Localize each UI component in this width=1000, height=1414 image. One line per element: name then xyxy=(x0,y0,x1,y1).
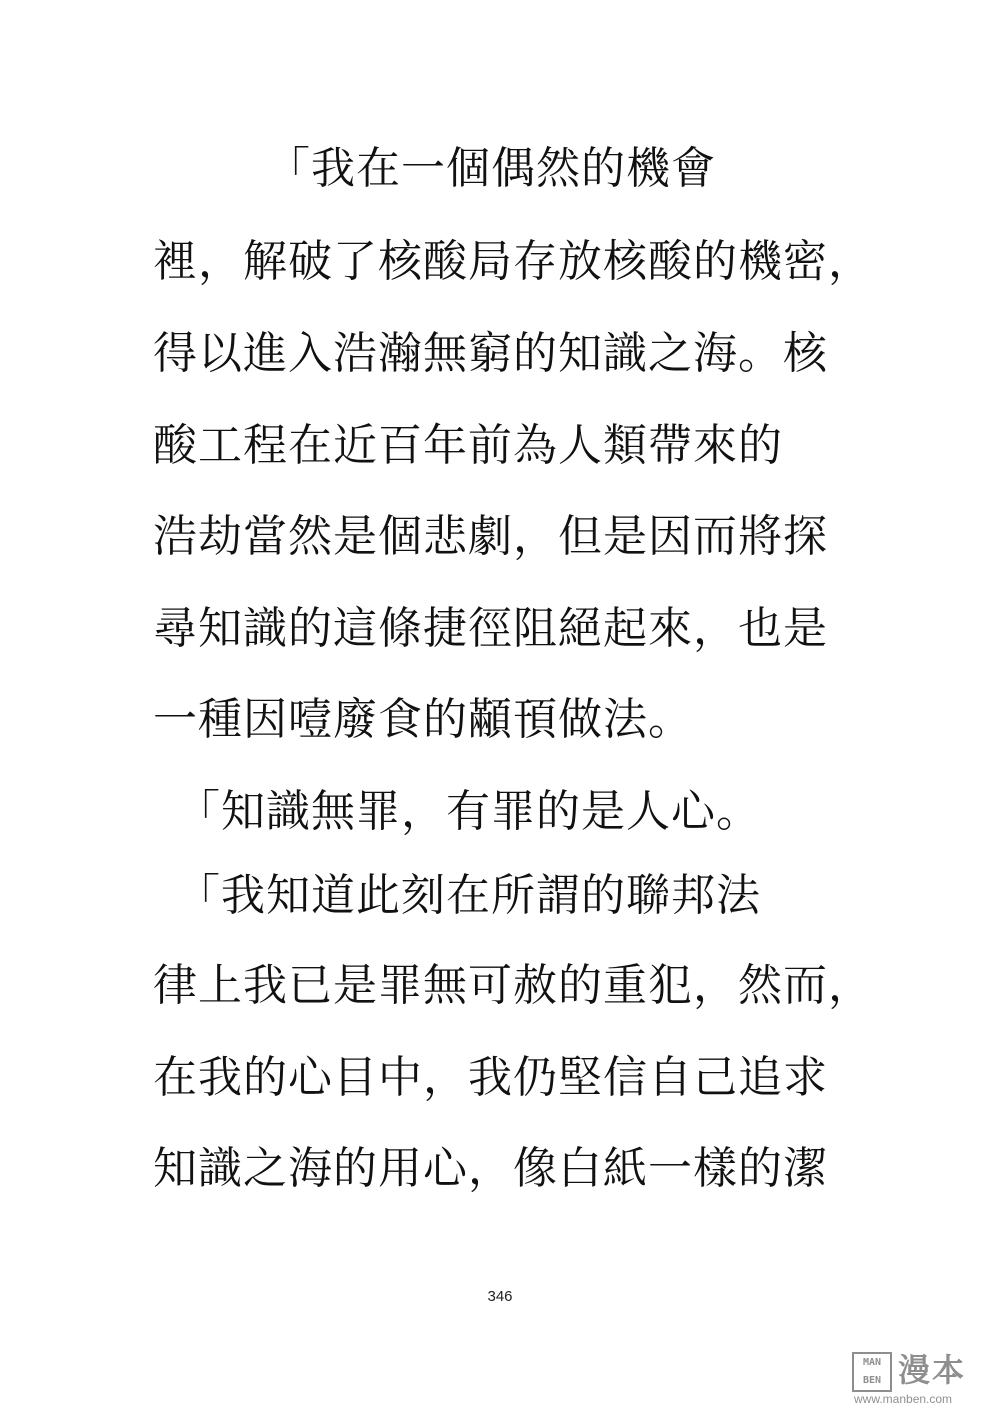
watermark-logo xyxy=(852,1348,992,1408)
text-line: 浩劫當然是個悲劇，但是因而將探 xyxy=(153,511,828,562)
text-line: 律上我已是罪無可赦的重犯，然而， xyxy=(153,960,873,1011)
text-line: 知識之海的用心，像白紙一樣的潔 xyxy=(153,1143,828,1194)
text-line: 裡，解破了核酸局存放核酸的機密， xyxy=(153,236,873,287)
text-line: 「我在一個偶然的機會 xyxy=(153,143,716,194)
watermark-url: www.manben.com xyxy=(854,1392,953,1406)
watermark-box: MAN BEN xyxy=(852,1352,892,1392)
text-line: 一種因噎廢食的顢頇做法。 xyxy=(153,694,693,745)
text-line: 在我的心目中，我仍堅信自己追求 xyxy=(153,1052,828,1103)
page-number: 346 xyxy=(487,1288,513,1305)
text-line: 「知識無罪，有罪的是人心。 xyxy=(153,786,761,837)
text-line: 尋知識的這條捷徑阻絕起來，也是 xyxy=(153,603,828,654)
text-line: 得以進入浩瀚無窮的知識之海。核 xyxy=(153,328,828,379)
watermark-title: 漫本 xyxy=(898,1351,967,1389)
text-line: 「我知道此刻在所謂的聯邦法 xyxy=(153,870,761,921)
text-line: 酸工程在近百年前為人類帶來的 xyxy=(153,420,783,471)
